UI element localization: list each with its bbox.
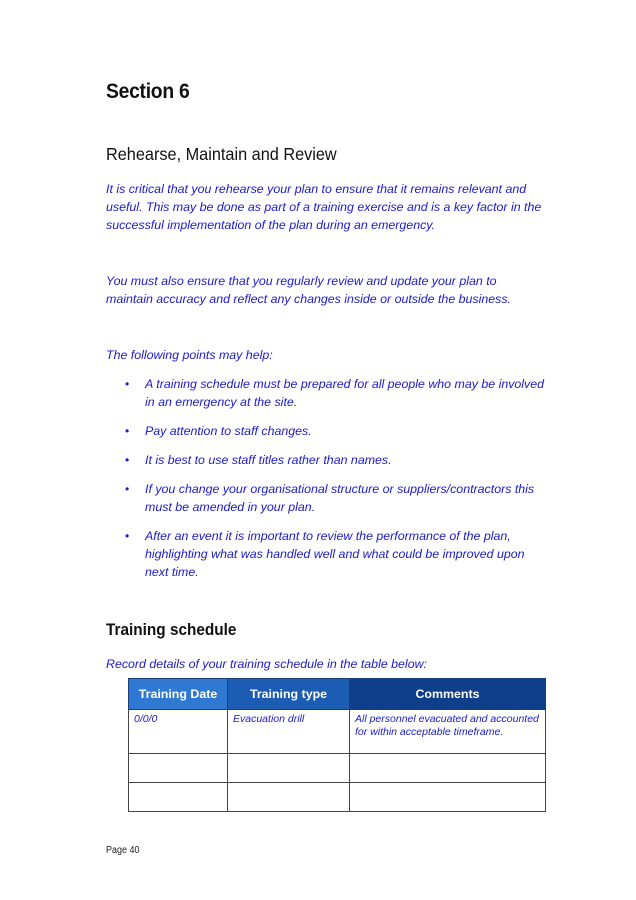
table-cell: All personnel evacuated and accounted for within acceptable timeframe. (350, 710, 546, 754)
training-schedule-table (128, 678, 546, 812)
table-row (129, 754, 546, 783)
table-header-row (129, 679, 546, 710)
list-item (106, 527, 546, 581)
points-list (106, 375, 546, 592)
table-cell (350, 754, 546, 783)
table-row (129, 710, 546, 754)
list-item-text: Pay attention to staff changes. (145, 424, 312, 438)
list-item (106, 451, 546, 469)
points-intro: The following points may help: (106, 348, 273, 362)
list-item-text: It is best to use staff titles rather than names. (145, 453, 392, 467)
table-row (129, 783, 546, 812)
page-number: Page 40 (106, 845, 140, 856)
rehearse-paragraph-2: You must also ensure that you regularly review and update your plan to maintain accuracy and reflect any changes inside or outside the business. (106, 274, 511, 306)
list-item-text: If you change your organisational structure or suppliers/contractors this must be amended in your plan. (145, 482, 535, 514)
header-training-type: Training type (228, 679, 350, 710)
header-comments: Comments (350, 679, 546, 710)
table-cell (228, 783, 350, 812)
table-cell (350, 783, 546, 812)
rehearse-paragraph-1: It is critical that you rehearse your plan to ensure that it remains relevant and useful. This may be done as part of a training exercise and is a key factor in the successful implementation of the plan during an emergency. (106, 182, 542, 232)
header-training-date: Training Date (129, 679, 228, 710)
list-item-text: A training schedule must be prepared for all people who may be involved in an emergency at the site. (145, 377, 545, 409)
table-cell: Evacuation drill (228, 710, 350, 754)
bullet-icon: • (125, 453, 130, 467)
table-cell (228, 754, 350, 783)
table-cell: 0/0/0 (129, 710, 228, 754)
table-cell (129, 754, 228, 783)
list-item (106, 480, 546, 516)
bullet-icon: • (125, 529, 130, 543)
rehearse-heading: Rehearse, Maintain and Review (106, 144, 337, 164)
list-item (106, 422, 546, 440)
bullet-icon: • (125, 377, 130, 391)
list-item (106, 375, 546, 411)
bullet-icon: • (125, 424, 130, 438)
bullet-icon: • (125, 482, 130, 496)
section-title: Section 6 (106, 80, 190, 103)
list-item-text: After an event it is important to review the performance of the plan, highlighting what was handled well and what could be improved upon next time. (145, 529, 525, 579)
training-intro: Record details of your training schedule in the table below: (106, 657, 427, 671)
table-cell (129, 783, 228, 812)
training-heading: Training schedule (106, 621, 237, 639)
